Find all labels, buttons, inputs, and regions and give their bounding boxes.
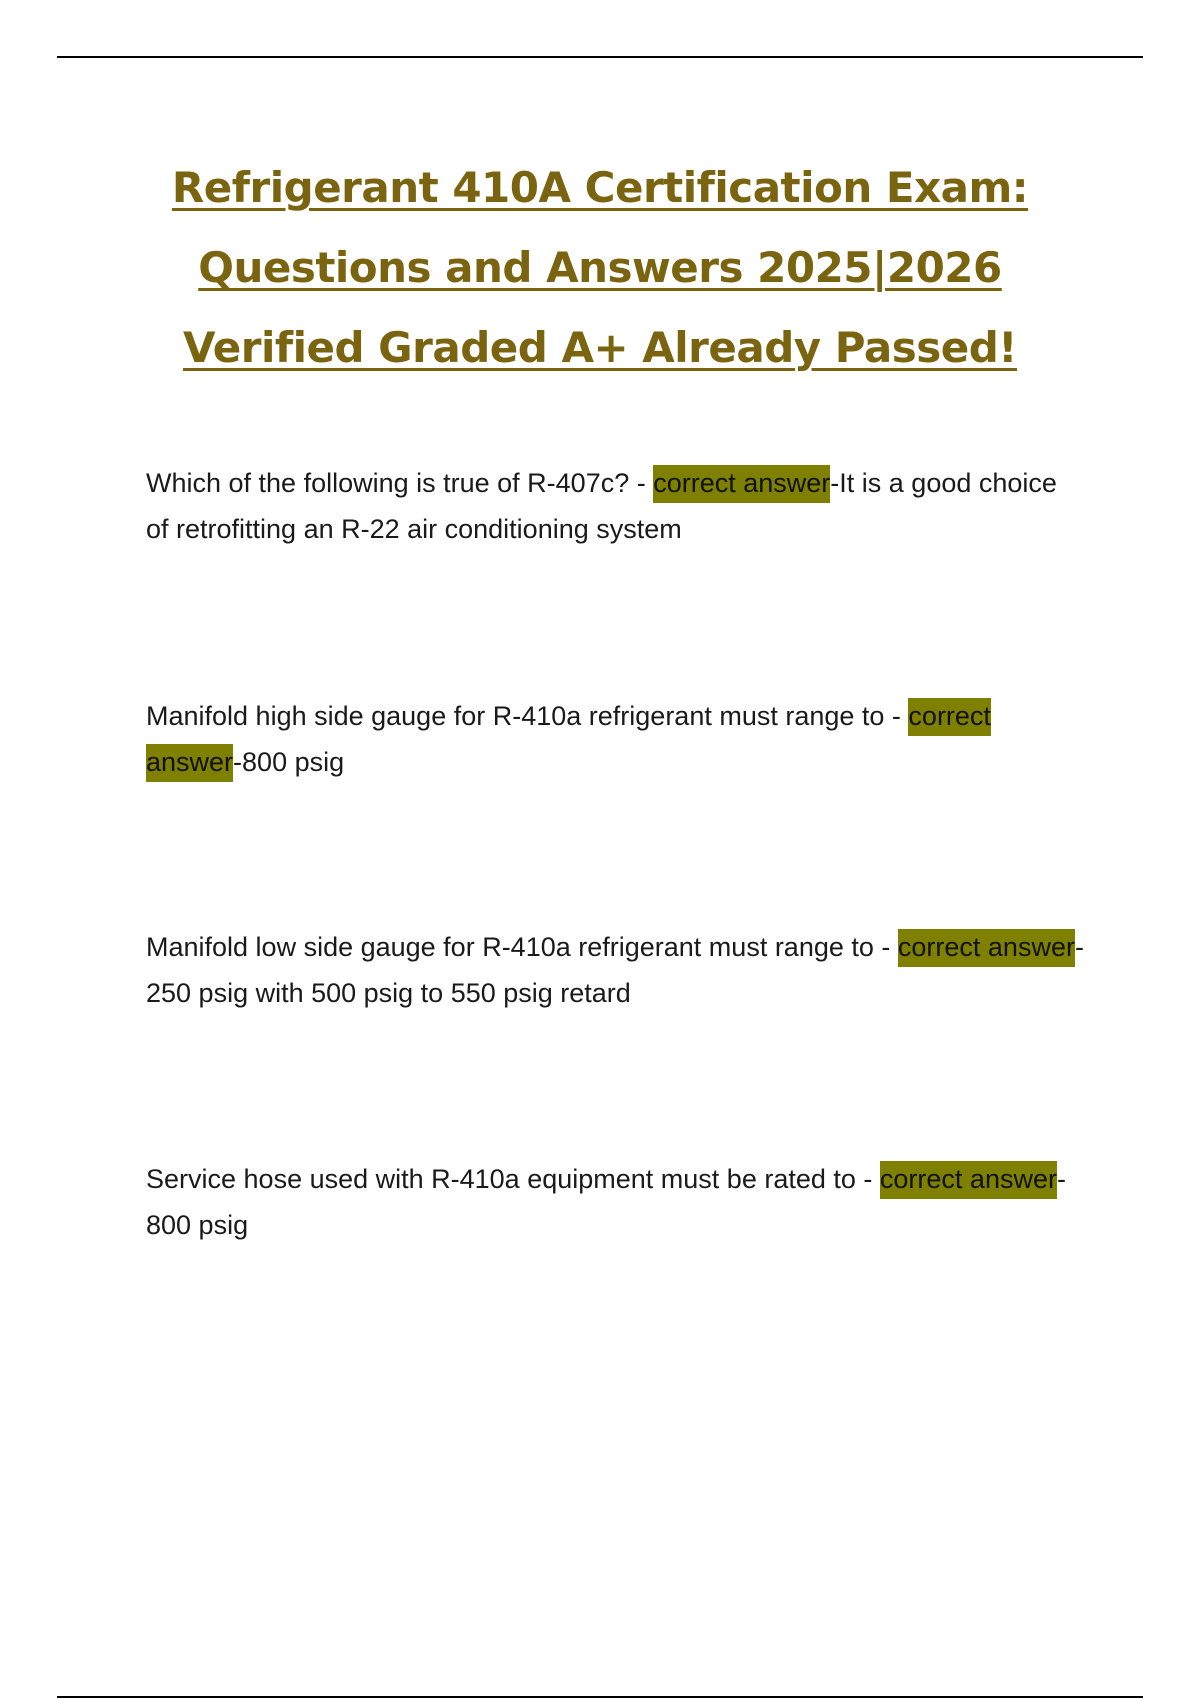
question-text: Manifold high side gauge for R-410a refrigerant must range to - (146, 701, 909, 731)
title-line-2: Questions and Answers 2025|2026 (198, 243, 1002, 292)
answer-text: -250 psig with 500 psig to 550 psig retard (146, 932, 1084, 1008)
bottom-rule (57, 1696, 1143, 1698)
question-text: Manifold low side gauge for R-410a refrigerant must range to - (146, 932, 898, 962)
correct-answer-tag: correct answer (898, 929, 1075, 967)
qa-item-1 (146, 460, 1086, 552)
qa-item-3 (146, 924, 1086, 1016)
correct-answer-tag: correct answer (653, 465, 830, 503)
title-line-1: Refrigerant 410A Certification Exam: (171, 163, 1029, 212)
answer-text: -800 psig (233, 747, 345, 777)
correct-answer-tag: correct answer (880, 1161, 1057, 1199)
qa-item-4 (146, 1156, 1086, 1248)
top-rule (57, 56, 1143, 58)
document-title (60, 148, 1140, 388)
qa-item-2 (146, 693, 1086, 785)
answer-text: -It is a good choice of retrofitting an R-22 air conditioning system (146, 468, 1057, 544)
question-text: Service hose used with R-410a equipment must be rated to - (146, 1164, 880, 1194)
answer-text: -800 psig (146, 1164, 1066, 1240)
question-text: Which of the following is true of R-407c? - (146, 468, 654, 498)
correct-answer-tag: correct answer (146, 698, 991, 782)
title-line-3: Verified Graded A+ Already Passed! (183, 323, 1017, 372)
